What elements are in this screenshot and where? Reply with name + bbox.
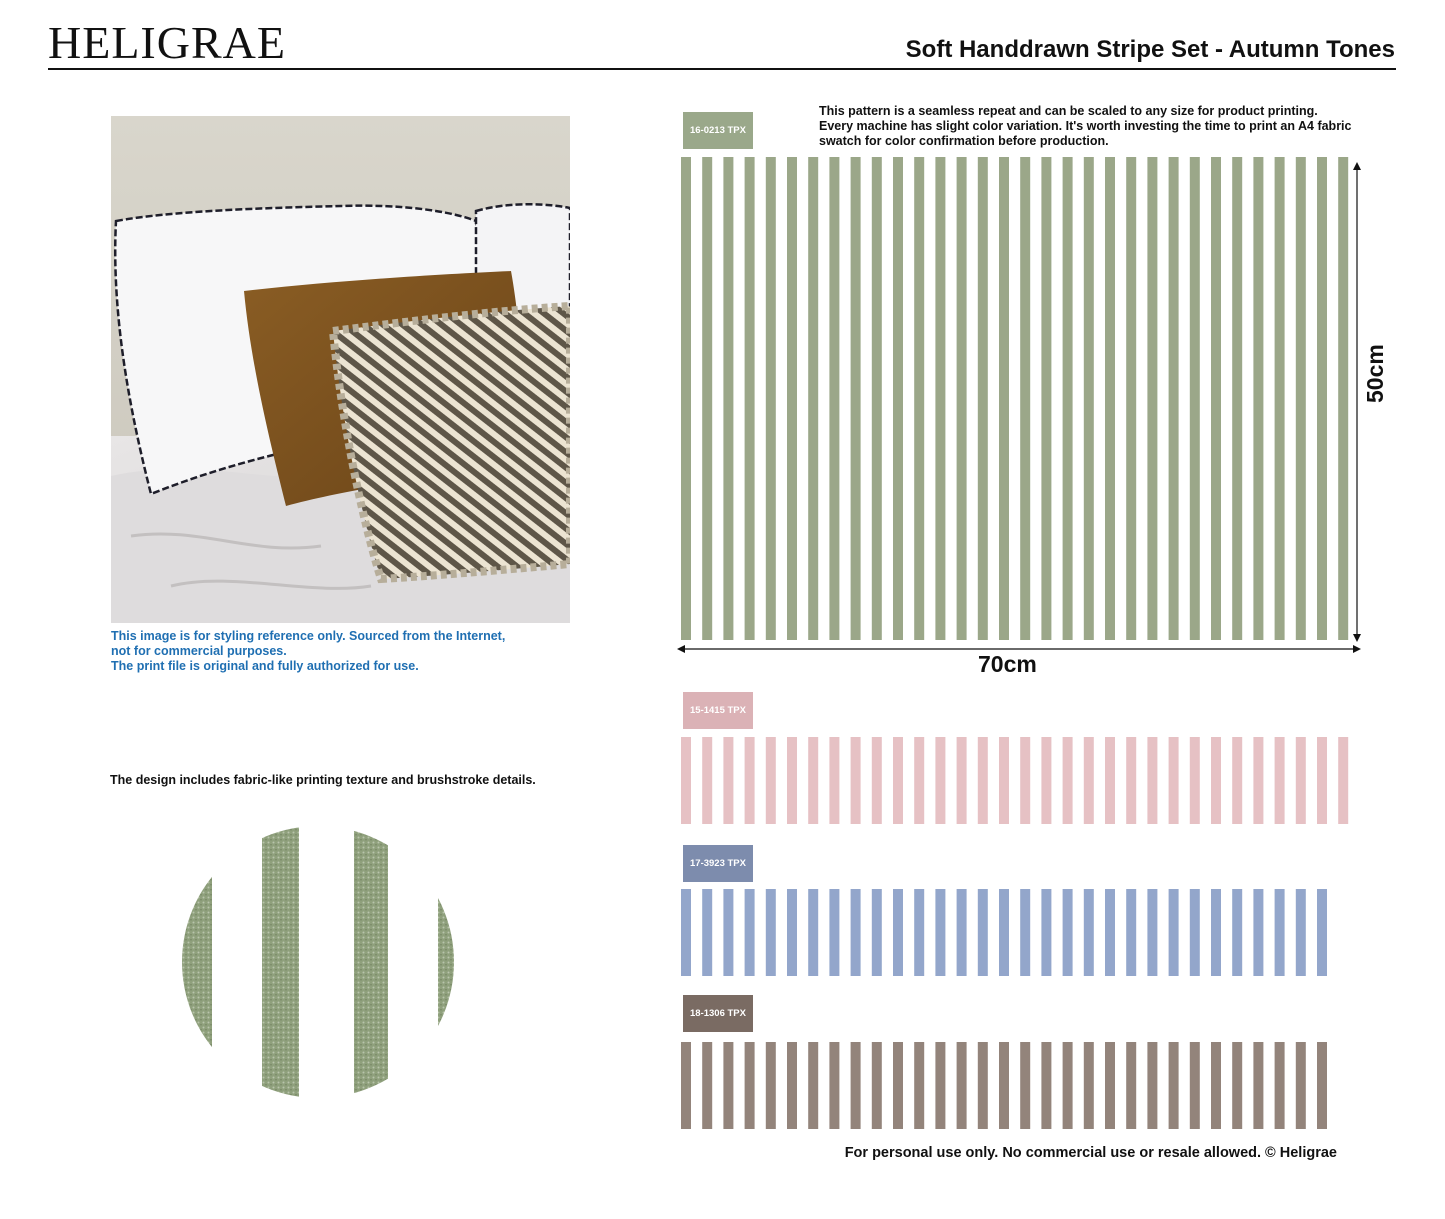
stripe [723, 737, 733, 824]
height-dimension-label: 50cm [1362, 344, 1388, 403]
stripe [1317, 889, 1327, 976]
stripe [766, 889, 776, 976]
stripe [893, 889, 903, 976]
stripe [1338, 737, 1348, 824]
stripe [1190, 1042, 1200, 1129]
stripe [1147, 157, 1157, 640]
texture-stripe [354, 826, 388, 1098]
stripe [1169, 1042, 1179, 1129]
stripe [1041, 1042, 1051, 1129]
stripe [808, 157, 818, 640]
print-instructions-line: Every machine has slight color variation. It's worth investing the time to print an A4 fabric [819, 119, 1352, 133]
stripe [702, 1042, 712, 1129]
stripe [745, 889, 755, 976]
stripe [1232, 737, 1242, 824]
texture-stripe [182, 826, 212, 1098]
stripe [766, 157, 776, 640]
stripe [1232, 889, 1242, 976]
stripe [957, 1042, 967, 1129]
stripe-swatch-brown [681, 1042, 1338, 1129]
stripe [999, 1042, 1009, 1129]
stripe [1020, 157, 1030, 640]
stripe [787, 157, 797, 640]
stripe [829, 737, 839, 824]
stripe [851, 157, 861, 640]
stripe [808, 889, 818, 976]
stripe-swatch-sage [681, 157, 1352, 640]
stripe [1211, 1042, 1221, 1129]
stripe [1105, 737, 1115, 824]
stripe [1020, 889, 1030, 976]
stripe [851, 737, 861, 824]
stripe [957, 157, 967, 640]
stripe [1317, 737, 1327, 824]
stripe [723, 157, 733, 640]
stripe [1317, 1042, 1327, 1129]
stripe [745, 1042, 755, 1129]
stripe [1105, 157, 1115, 640]
texture-detail-circle [182, 826, 454, 1098]
stripe [1211, 737, 1221, 824]
stripe [1275, 737, 1285, 824]
usage-footer: For personal use only. No commercial use or resale allowed. © Heligrae [844, 1145, 1337, 1161]
stripe [914, 889, 924, 976]
stripe [1126, 157, 1136, 640]
stripe [957, 889, 967, 976]
stripe [1126, 737, 1136, 824]
stripe [1296, 737, 1306, 824]
stripe [978, 737, 988, 824]
stripe [1063, 737, 1073, 824]
stripe [1084, 737, 1094, 824]
stripe [1147, 737, 1157, 824]
stripe [829, 889, 839, 976]
stripe [999, 737, 1009, 824]
stripe [829, 157, 839, 640]
color-chip-blue: 17-3923 TPX [683, 845, 753, 882]
photo-disclaimer-line: The print file is original and fully authorized for use. [111, 659, 419, 673]
stripe [1041, 157, 1051, 640]
stripe [1020, 737, 1030, 824]
stripe [1041, 737, 1051, 824]
stripe [914, 737, 924, 824]
stripe [745, 737, 755, 824]
header-divider [48, 68, 1396, 70]
stripe [808, 737, 818, 824]
stripe [851, 1042, 861, 1129]
stripe [787, 737, 797, 824]
stripe [999, 157, 1009, 640]
stripe [1275, 1042, 1285, 1129]
stripe [702, 157, 712, 640]
stripe [766, 1042, 776, 1129]
stripe [1338, 157, 1348, 640]
stripe [1232, 1042, 1242, 1129]
stripe [872, 889, 882, 976]
texture-stripe [438, 826, 454, 1098]
stripe [914, 1042, 924, 1129]
stripe [914, 157, 924, 640]
stripe [1253, 889, 1263, 976]
stripe [893, 737, 903, 824]
stripe [1169, 157, 1179, 640]
stripe [999, 889, 1009, 976]
stripe [893, 1042, 903, 1129]
stripe [702, 889, 712, 976]
stripe [702, 737, 712, 824]
stripe [872, 737, 882, 824]
stripe [1063, 157, 1073, 640]
stripe [1253, 157, 1263, 640]
stripe [935, 157, 945, 640]
page-title: Soft Handdrawn Stripe Set - Autumn Tones [905, 36, 1395, 63]
stripe [723, 889, 733, 976]
stripe [723, 1042, 733, 1129]
stripe [1211, 889, 1221, 976]
stripe [1105, 889, 1115, 976]
stripe-swatch-pink [681, 737, 1351, 824]
stripe [1084, 889, 1094, 976]
color-chip-sage: 16-0213 TPX [683, 112, 753, 149]
stripe [1063, 1042, 1073, 1129]
stripe [1253, 737, 1263, 824]
brand-logo: HELIGRAE [48, 17, 286, 68]
photo-disclaimer-line: This image is for styling reference only. Sourced from the Internet, [111, 629, 506, 643]
stripe [1084, 1042, 1094, 1129]
stripe [1275, 889, 1285, 976]
print-instructions-line: This pattern is a seamless repeat and can be scaled to any size for product printing. [819, 104, 1318, 118]
stripe [1296, 1042, 1306, 1129]
width-dimension-label: 70cm [978, 651, 1037, 677]
stripe [1169, 889, 1179, 976]
stripe [1296, 157, 1306, 640]
stripe [1190, 889, 1200, 976]
stripe [1020, 1042, 1030, 1129]
stripe [681, 889, 691, 976]
stripe [1190, 737, 1200, 824]
stripe [957, 737, 967, 824]
stripe [872, 1042, 882, 1129]
stripe [1296, 889, 1306, 976]
stripe [935, 737, 945, 824]
stripe [978, 157, 988, 640]
stripe [1169, 737, 1179, 824]
stripe [935, 1042, 945, 1129]
stripe [681, 157, 691, 640]
stripe [893, 157, 903, 640]
stripe [872, 157, 882, 640]
print-instructions-line: swatch for color confirmation before production. [819, 134, 1109, 148]
stripe [1126, 889, 1136, 976]
stripe [1211, 157, 1221, 640]
stripe [787, 889, 797, 976]
stripe [1063, 889, 1073, 976]
stripe [681, 737, 691, 824]
stripe [745, 157, 755, 640]
styling-reference-photo [111, 116, 570, 623]
stripe [1147, 889, 1157, 976]
texture-description: The design includes fabric-like printing texture and brushstroke details. [110, 773, 536, 787]
stripe [1190, 157, 1200, 640]
stripe [787, 1042, 797, 1129]
texture-stripe [262, 826, 299, 1098]
stripe [851, 889, 861, 976]
stripe [1253, 1042, 1263, 1129]
stripe [681, 1042, 691, 1129]
stripe [1317, 157, 1327, 640]
photo-disclaimer [111, 629, 581, 674]
stripe [1041, 889, 1051, 976]
stripe [978, 889, 988, 976]
stripe [829, 1042, 839, 1129]
stripe [1232, 157, 1242, 640]
color-chip-brown: 18-1306 TPX [683, 995, 753, 1032]
stripe [1147, 1042, 1157, 1129]
stripe [1105, 1042, 1115, 1129]
stripe [1275, 157, 1285, 640]
photo-disclaimer-line: not for commercial purposes. [111, 644, 287, 658]
stripe [1126, 1042, 1136, 1129]
stripe-swatch-blue [681, 889, 1338, 976]
stripe [1084, 157, 1094, 640]
stripe [808, 1042, 818, 1129]
color-chip-pink: 15-1415 TPX [683, 692, 753, 729]
stripe [978, 1042, 988, 1129]
print-instructions [819, 104, 1379, 149]
stripe [766, 737, 776, 824]
stripe [935, 889, 945, 976]
